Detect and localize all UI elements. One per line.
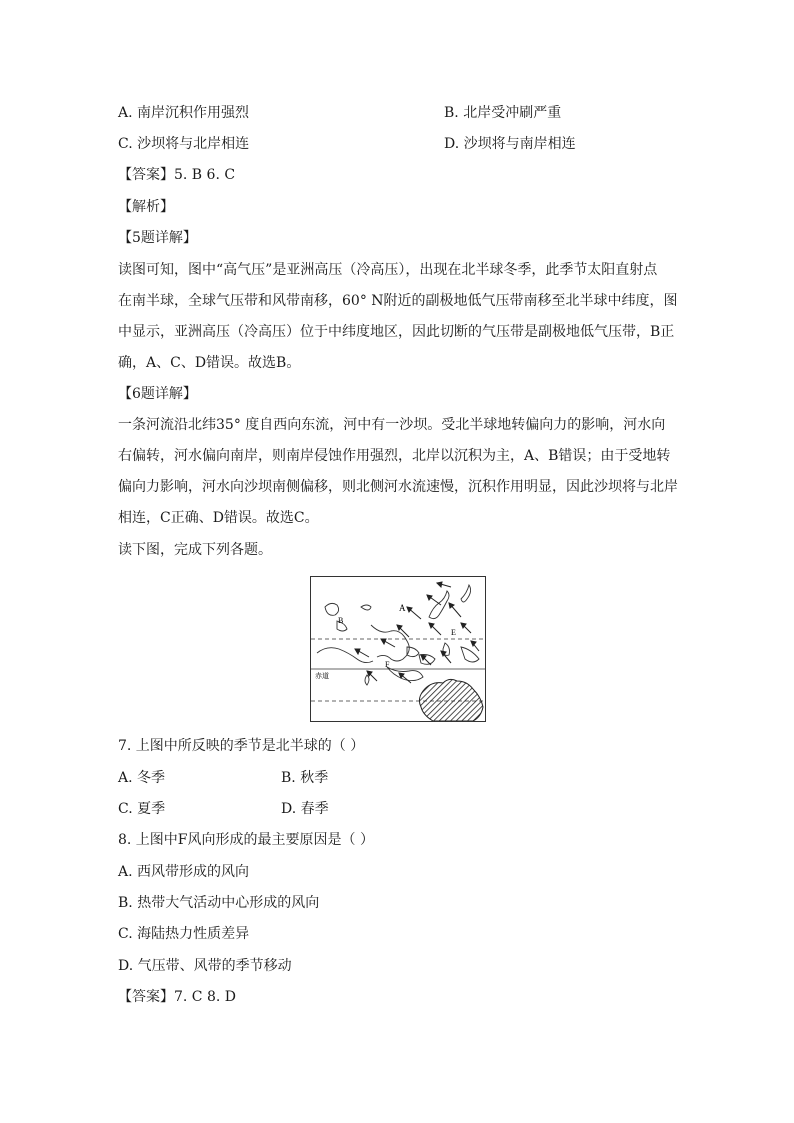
option-5b: B. 北岸受冲刷严重	[444, 105, 562, 121]
q7-option-b: B. 秋季	[281, 770, 329, 786]
australia-shape	[419, 679, 483, 721]
option-5d: D. 沙坝将与南岸相连	[444, 136, 576, 152]
coastline	[371, 625, 409, 661]
coastline	[361, 605, 371, 610]
monsoon-map-drawing	[311, 577, 486, 722]
q6-detail-line: 偏向力影响，河水向沙坝南侧偏移，则北侧河水流速慢，沉积作用明显，因此沙坝将与北岸	[118, 479, 678, 495]
monsoon-map-figure	[310, 576, 486, 722]
coastline	[429, 591, 449, 619]
q7-option-d: D. 春季	[281, 801, 329, 817]
answer-line-1: 【答案】5. B 6. C	[118, 167, 236, 183]
answer-line-2: 【答案】7. C 8. D	[118, 989, 237, 1005]
q6-detail-label: 【6题详解】	[118, 386, 197, 402]
map-label-equator: 赤道	[315, 672, 329, 680]
q7-option-a: A. 冬季	[118, 770, 166, 786]
read-prompt: 读下图，完成下列各题。	[118, 542, 272, 558]
coastline	[317, 648, 373, 663]
q5-detail-line: 在南半球，全球气压带和风带南移，60° N附近的副极地低气压带南移至北半球中纬度，图	[118, 293, 678, 309]
map-label-f: F	[385, 660, 390, 669]
q8-option-b: B. 热带大气活动中心形成的风向	[118, 895, 320, 911]
q8-option-a: A. 西风带形成的风向	[118, 864, 250, 880]
q5-detail-line: 确，A、C、D错误。故选B。	[118, 355, 301, 371]
coastline	[325, 603, 339, 615]
q5-detail-line: 读图可知，图中“高气压”是亚洲高压（冷高压），出现在北半球冬季，此季节太阳直射点	[118, 262, 658, 278]
q8-option-c: C. 海陆热力性质差异	[118, 926, 250, 942]
coastline	[461, 585, 471, 602]
map-label-b: B	[338, 616, 344, 625]
q6-detail-line: 相连，C正确、D错误。故选C。	[118, 510, 319, 526]
analysis-label: 【解析】	[118, 199, 174, 215]
wind-arrows	[355, 582, 479, 683]
q6-detail-line: 右偏转，河水偏向南岸，则南岸侵蚀作用强烈，北岸以沉积为主，A、B错误；由于受地转	[118, 448, 671, 464]
option-5a: A. 南岸沉积作用强烈	[118, 105, 250, 121]
coastline	[461, 647, 479, 662]
q6-detail-line: 一条河流沿北纬35° 度自西向东流，河中有一沙坝。受北半球地转偏向力的影响，河水向	[118, 417, 666, 433]
q5-detail-label: 【5题详解】	[118, 230, 197, 246]
q8-option-d: D. 气压带、风带的季节移动	[118, 958, 292, 974]
coastline	[365, 675, 369, 685]
q7-option-c: C. 夏季	[118, 801, 166, 817]
option-5c: C. 沙坝将与北岸相连	[118, 136, 250, 152]
map-label-e: E	[451, 628, 456, 637]
q5-detail-line: 中显示，亚洲高压（冷高压）位于中纬度地区，因此切断的气压带是副极地低气压带，B正	[118, 324, 675, 340]
q8-stem: 8. 上图中F风向形成的最主要原因是（ ）	[118, 832, 374, 848]
q7-stem: 7. 上图中所反映的季节是北半球的（ ）	[118, 738, 365, 754]
map-label-a: A	[399, 603, 406, 613]
